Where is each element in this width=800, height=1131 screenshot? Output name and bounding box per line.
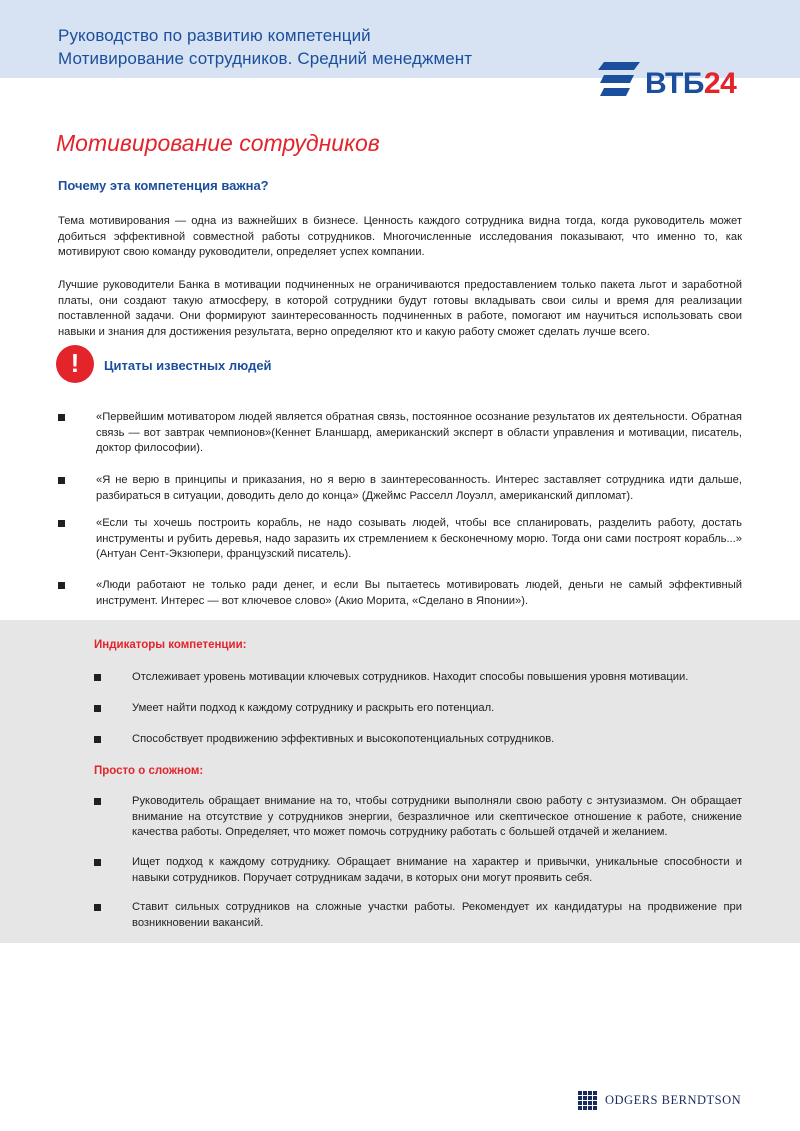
simple-item [132,900,742,931]
indicators-heading: Индикаторы компетенции: [94,639,247,651]
logo-wordmark [645,66,736,102]
odgers-berndtson-logo [578,1089,758,1111]
quotes-heading: Цитаты известных людей [104,358,272,373]
indicator-text: Отслеживает уровень мотивации ключевых сотрудников. Находит способы повышения уровня мотивации. [132,671,689,683]
grid-logo-icon [578,1091,598,1111]
bullet-square-icon [94,705,101,712]
vtb-flag-icon [598,60,642,100]
bullet-square-icon [58,477,65,484]
page-title: Мотивирование сотрудников [56,130,380,156]
quote-item [96,410,742,457]
bullet-square-icon [94,674,101,681]
simple-text: Ставит сильных сотрудников на сложные участки работы. Рекомендует их кандидатуры на продвижение при возникновении вакансий. [132,901,742,929]
quote-text: «Я не верю в принципы и приказания, но я верю в заинтересованность. Интерес заставляет сотрудника идти дальше, разбираться в ситуации, доводить дело до конца» (Джеймс Расселл Лоуэлл, американский дипломат). [96,474,742,502]
logo-24-text: 24 [703,67,737,100]
quote-text: «Если ты хочешь построить корабль, не надо созывать людей, чтобы все спланировать, разделить работу, достать инструменты и рубить деревья, надо заразить их стремлением к бесконечному морю. Тогда они сами построят корабль...» (Антуан Сент-Экзюпери, французский писатель). [96,517,742,561]
simple-heading: Просто о сложном: [94,765,204,777]
simple-text: Ищет подход к каждому сотруднику. Обращает внимание на характер и привычки, уникальные способности и навыки сотрудников. Поручает сотрудникам задачи, в которых они могут проявить себя. [132,856,742,884]
bullet-square-icon [94,859,101,866]
vtb24-logo [598,58,758,106]
logo-vtb-text: ВТБ [645,67,704,100]
indicator-item [132,670,742,686]
header-title-line2: Мотивирование сотрудников. Средний менеджмент [58,49,473,68]
competence-indicators-panel [0,620,800,943]
footer-logo-text: ODGERS BERNDTSON [605,1093,742,1107]
exclamation-icon: ! [56,345,94,383]
indicator-item [132,732,742,748]
bullet-square-icon [58,414,65,421]
simple-text: Руководитель обращает внимание на то, чтобы сотрудники выполняли свою работу с энтузиазмом. Он обращает внимание на отсутствие у сотрудников энергии, безразличное или скептическое отношение к работе, снижение качества работы. Определяет, что может помочь сотруднику работать с большей отдачей и желанием. [132,795,742,839]
bullet-square-icon [58,582,65,589]
bullet-square-icon [94,904,101,911]
indicator-item [132,701,742,717]
bullet-square-icon [94,798,101,805]
bullet-square-icon [94,736,101,743]
intro-paragraph-2: Лучшие руководители Банка в мотивации подчиненных не ограничиваются предоставлением только пакета льгот и заработной платы, они создают такую атмосферу, в которой сотрудники будут готовы вкладывать свои силы и время для реализации поставленной задачи. Они формируют заинтересованность подчиненных в работе, помогают им научиться использовать свои навыки и знания для достижения результата, верно определяют кто и какую работу сможет сделать лучше всего. [58,279,742,339]
indicator-text: Способствует продвижению эффективных и высокопотенциальных сотрудников. [132,733,555,745]
quote-text: «Первейшим мотиватором людей является обратная связь, постоянное осознание результатов их деятельности. Обратная связь — вот завтрак чемпионов»(Кеннет Бланшард, американский эксперт в области управления и мотивации, писатель, доктор философии). [96,411,742,455]
header-title-line1: Руководство по развитию компетенций [58,26,371,45]
why-heading: Почему эта компетенция важна? [58,178,269,193]
intro-paragraph-1: Тема мотивирования — одна из важнейших в бизнесе. Ценность каждого сотрудника видна тогда, когда руководитель может добиться эффективной совместной работы сотрудников. Многочисленные исследования показывают, что именно то, как мотивируют свою команду руководители, определяет успех компании. [58,215,742,259]
bullet-square-icon [58,520,65,527]
simple-item [132,794,742,841]
quote-item [96,473,742,504]
quote-item [96,578,742,609]
indicator-text: Умеет найти подход к каждому сотруднику и раскрыть его потенциал. [132,702,495,714]
quote-item [96,516,742,563]
simple-item [132,855,742,886]
quote-text: «Люди работают не только ради денег, и если Вы пытаетесь мотивировать людей, деньги не самый эффективный инструмент. Интерес — вот ключевое слово» (Акио Морита, «Сделано в Японии»). [96,579,742,607]
